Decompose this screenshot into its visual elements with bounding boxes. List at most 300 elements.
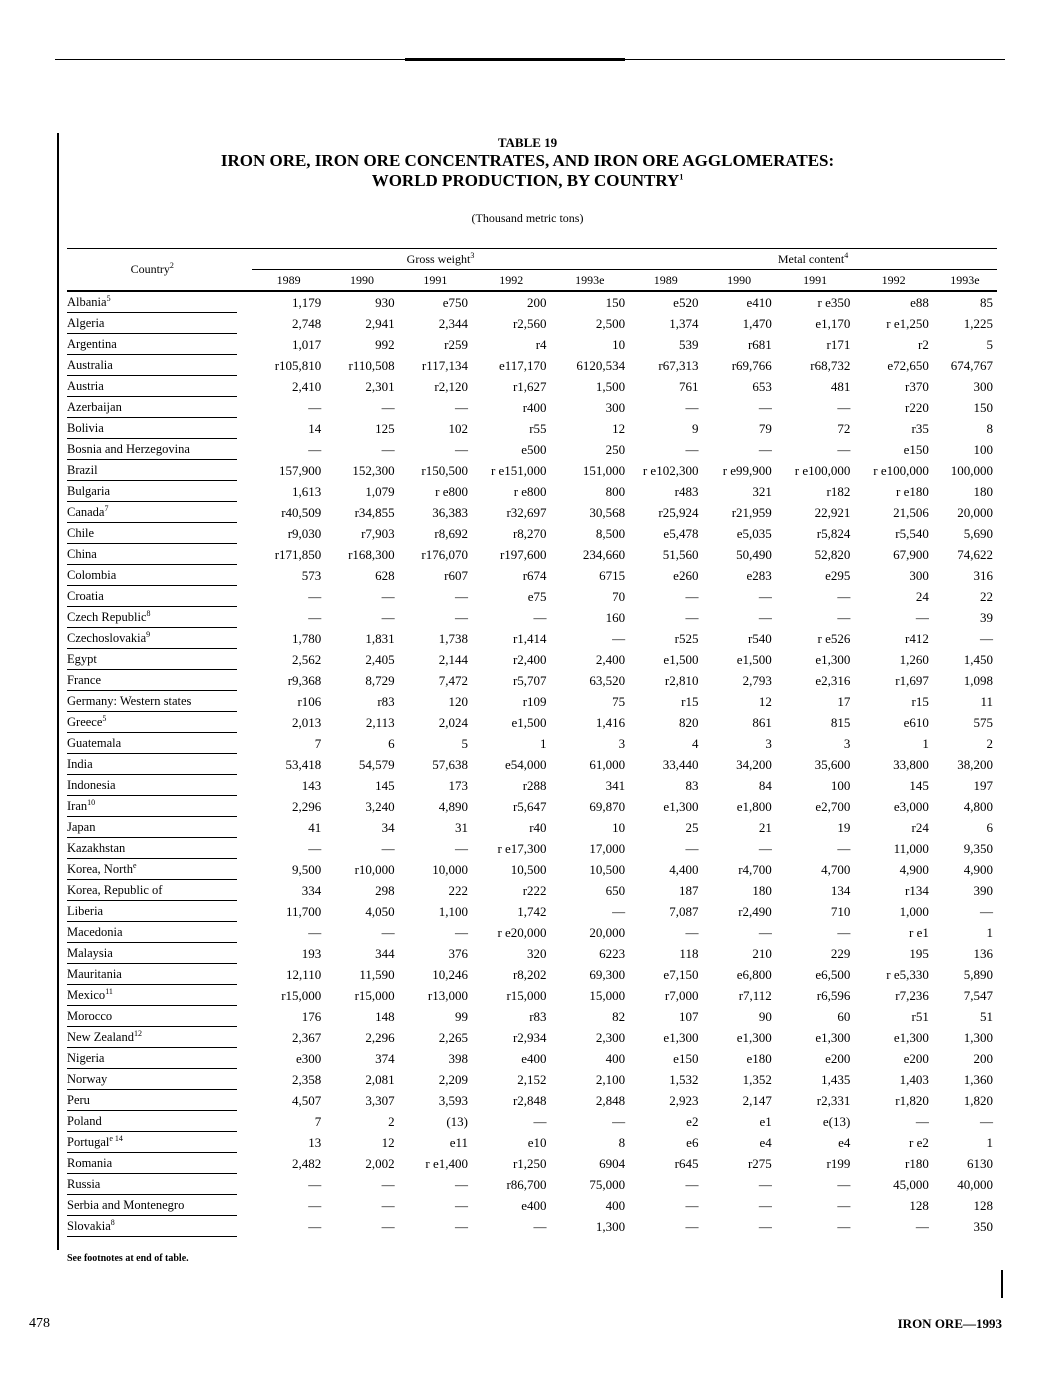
- gross-weight-cell: —: [381, 1176, 395, 1192]
- metal-content-cell: 72: [837, 420, 851, 436]
- country-cell: [67, 817, 237, 838]
- country-name: Mexico: [67, 987, 106, 1002]
- gross-weight-cell: r674: [522, 567, 547, 583]
- gross-weight-cell: —: [381, 441, 395, 457]
- gross-weight-cell: —: [308, 1197, 322, 1213]
- country-footnote: 10: [87, 797, 96, 807]
- country-name: Guatemala: [67, 735, 122, 750]
- row-gap: [237, 880, 251, 901]
- country-name: Norway: [67, 1071, 108, 1086]
- country-name: Bosnia and Herzegovina: [67, 441, 190, 456]
- metal-content-header: [629, 249, 997, 270]
- table-row: [67, 291, 997, 313]
- table-row: [67, 418, 997, 439]
- metal-content-footnote: 4: [844, 250, 849, 260]
- table-row: [67, 838, 997, 859]
- gross-weight-cell: r2,934: [512, 1029, 547, 1045]
- country-name: Korea, Republic of: [67, 882, 163, 897]
- gross-weight-cell: 41: [308, 819, 322, 835]
- gross-weight-cell: 573: [301, 567, 322, 583]
- country-cell: [67, 670, 237, 691]
- gross-weight-cell: 930: [375, 294, 395, 310]
- metal-content-cell: r275: [747, 1155, 772, 1171]
- metal-content-cell: r25,924: [658, 504, 699, 520]
- gross-weight-cell: 2,113: [365, 714, 395, 730]
- metal-content-cell: —: [837, 924, 851, 940]
- country-name: Kazakhstan: [67, 840, 126, 855]
- country-name: Croatia: [67, 588, 104, 603]
- metal-content-cell: e260: [673, 567, 699, 583]
- gross-weight-cell: —: [381, 399, 395, 415]
- row-gap: [237, 943, 251, 964]
- table-row: [67, 901, 997, 922]
- gross-weight-cell: 5: [461, 735, 469, 751]
- metal-content-cell: r199: [826, 1155, 851, 1171]
- gross-weight-cell: 4,050: [365, 903, 395, 919]
- gross-weight-cell: 1,079: [365, 483, 395, 499]
- metal-content-cell: —: [980, 1113, 993, 1129]
- country-cell: [67, 1153, 237, 1174]
- country-cell: [67, 1174, 237, 1195]
- metal-content-cell: —: [685, 1176, 699, 1192]
- gross-weight-cell: —: [308, 609, 322, 625]
- metal-content-cell: —: [837, 609, 851, 625]
- metal-content-cell: 1,360: [963, 1071, 993, 1087]
- metal-content-cell: r645: [674, 1155, 699, 1171]
- country-cell: [67, 985, 237, 1006]
- gross-weight-cell: 1,100: [438, 903, 469, 919]
- metal-content-cell: 4: [691, 735, 699, 751]
- gross-weight-cell: —: [455, 609, 469, 625]
- metal-content-cell: 4,700: [821, 861, 851, 877]
- metal-content-cell: 21: [758, 819, 772, 835]
- metal-content-cell: r e1: [909, 924, 929, 940]
- row-gap: [237, 1216, 251, 1237]
- metal-content-cell: 3: [843, 735, 851, 751]
- gross-weight-cell: —: [308, 840, 322, 856]
- table-row: [67, 775, 997, 796]
- gross-weight-cell: —: [455, 1176, 469, 1192]
- metal-content-cell: 2: [986, 735, 993, 751]
- metal-content-cell: 136: [973, 945, 993, 961]
- gross-weight-cell: —: [308, 1176, 322, 1192]
- gross-weight-cell: 374: [375, 1050, 395, 1066]
- row-gap: [237, 1027, 251, 1048]
- metal-content-cell: r681: [747, 336, 772, 352]
- metal-content-cell: 761: [678, 378, 699, 394]
- gross-weight-cell: r222: [522, 882, 547, 898]
- metal-content-cell: 39: [980, 609, 993, 625]
- row-gap: [237, 1132, 251, 1153]
- gross-weight-cell: r5,707: [512, 672, 547, 688]
- gross-weight-cell: 10,500: [510, 861, 547, 877]
- gross-weight-cell: r13,000: [427, 987, 469, 1003]
- gross-weight-cell: 152,300: [352, 462, 395, 478]
- metal-content-cell: 350: [973, 1218, 993, 1234]
- gross-weight-cell: 75: [612, 693, 626, 709]
- table-row: [67, 544, 997, 565]
- metal-content-cell: r2,810: [664, 672, 699, 688]
- country-footnote: 7: [104, 503, 109, 513]
- metal-content-cell: 19: [837, 819, 851, 835]
- country-footnote: 9: [146, 629, 151, 639]
- country-cell: [67, 607, 237, 628]
- metal-content-cell: 1,470: [742, 315, 772, 331]
- gross-weight-cell: 10: [612, 336, 626, 352]
- metal-content-cell: r e1,250: [886, 315, 929, 331]
- year-header: 1993e: [933, 270, 997, 292]
- metal-content-cell: r e526: [817, 630, 851, 646]
- gross-weight-cell: 2,405: [365, 651, 395, 667]
- gross-weight-cell: 8: [618, 1134, 626, 1150]
- gross-weight-cell: 234,660: [582, 546, 626, 562]
- gross-weight-cell: —: [612, 903, 626, 919]
- row-gap: [237, 628, 251, 649]
- metal-content-cell: 316: [973, 567, 993, 583]
- metal-content-cell: 1,532: [669, 1071, 699, 1087]
- gross-weight-cell: —: [455, 1218, 469, 1234]
- gross-weight-cell: 12: [381, 1134, 395, 1150]
- gross-weight-cell: r259: [444, 336, 469, 352]
- title-line2-text: WORLD PRODUCTION, BY COUNTRY: [371, 171, 680, 190]
- country-cell: [67, 523, 237, 544]
- country-footnote: e: [132, 860, 137, 870]
- metal-content-cell: e4: [759, 1134, 772, 1150]
- gross-weight-cell: 2,002: [365, 1155, 395, 1171]
- metal-content-cell: 2,923: [669, 1092, 699, 1108]
- country-name: Serbia and Montenegro: [67, 1197, 185, 1212]
- metal-content-cell: —: [758, 609, 772, 625]
- metal-content-cell: e1,300: [663, 1029, 699, 1045]
- country-name: Malaysia: [67, 945, 113, 960]
- gross-weight-cell: e400: [521, 1197, 547, 1213]
- row-gap: [237, 901, 251, 922]
- gross-weight-cell: 1,416: [595, 714, 626, 730]
- gross-weight-cell: 7: [314, 735, 322, 751]
- country-cell: [67, 880, 237, 901]
- metal-content-cell: 1,403: [899, 1071, 929, 1087]
- metal-content-cell: e1: [759, 1113, 772, 1129]
- metal-content-cell: e1,500: [736, 651, 772, 667]
- gross-weight-cell: 1: [540, 735, 547, 751]
- row-gap: [237, 754, 251, 775]
- metal-content-cell: 5,690: [963, 525, 993, 541]
- metal-content-cell: e180: [746, 1050, 772, 1066]
- metal-content-cell: 200: [973, 1050, 993, 1066]
- metal-content-cell: 90: [758, 1008, 772, 1024]
- country-cell: [67, 418, 237, 439]
- gross-weight-cell: 3: [618, 735, 626, 751]
- gross-weight-header-text: Gross weight: [406, 251, 471, 266]
- gross-weight-cell: 8,500: [595, 525, 626, 541]
- country-name: Morocco: [67, 1008, 113, 1023]
- country-cell: [67, 922, 237, 943]
- metal-content-cell: 180: [973, 483, 993, 499]
- gross-weight-cell: r e800: [435, 483, 469, 499]
- metal-content-cell: 1,820: [963, 1092, 993, 1108]
- metal-content-cell: 674,767: [950, 357, 993, 373]
- country-name: Poland: [67, 1113, 102, 1128]
- metal-content-cell: —: [758, 1218, 772, 1234]
- metal-content-cell: 40,000: [957, 1176, 993, 1192]
- metal-content-cell: —: [980, 630, 993, 646]
- gross-weight-cell: 4,890: [438, 798, 469, 814]
- row-gap: [237, 859, 251, 880]
- metal-content-cell: e6: [686, 1134, 699, 1150]
- row-gap: [237, 1006, 251, 1027]
- country-footnote: 11: [105, 986, 113, 996]
- metal-content-cell: 83: [685, 777, 699, 793]
- country-footnote: 12: [133, 1028, 142, 1038]
- gross-weight-cell: e400: [521, 1050, 547, 1066]
- gross-weight-cell: 2,296: [292, 798, 322, 814]
- metal-content-cell: r e2: [909, 1134, 929, 1150]
- table-row: [67, 859, 997, 880]
- metal-content-cell: r4,700: [738, 861, 772, 877]
- country-cell: [67, 1195, 237, 1216]
- metal-content-cell: 1,000: [899, 903, 929, 919]
- country-name: France: [67, 672, 102, 687]
- gross-weight-cell: —: [455, 924, 469, 940]
- gross-weight-cell: 2,265: [438, 1029, 469, 1045]
- table-row: [67, 922, 997, 943]
- country-cell: [67, 859, 237, 880]
- metal-content-cell: —: [758, 588, 772, 604]
- gross-weight-cell: 222: [448, 882, 469, 898]
- gross-weight-cell: r e17,300: [497, 840, 547, 856]
- metal-content-cell: e2: [686, 1113, 699, 1129]
- metal-content-cell: —: [837, 399, 851, 415]
- gross-weight-cell: 2,024: [438, 714, 469, 730]
- country-cell: [67, 439, 237, 460]
- gross-weight-cell: 992: [375, 336, 395, 352]
- metal-content-cell: r2,490: [738, 903, 772, 919]
- metal-content-cell: 4,400: [669, 861, 699, 877]
- metal-content-cell: r180: [905, 1155, 929, 1171]
- metal-content-cell: 187: [678, 882, 699, 898]
- country-name: Austria: [67, 378, 104, 393]
- row-gap: [237, 1195, 251, 1216]
- gross-weight-cell: —: [308, 588, 322, 604]
- country-cell: [67, 775, 237, 796]
- table-row: [67, 1048, 997, 1069]
- gross-weight-cell: —: [381, 840, 395, 856]
- gross-weight-cell: 2,941: [365, 315, 395, 331]
- metal-content-cell: —: [685, 609, 699, 625]
- gross-weight-cell: r10,000: [354, 861, 395, 877]
- production-table: [67, 248, 997, 1237]
- table-row: [67, 1069, 997, 1090]
- gross-weight-cell: r7,903: [361, 525, 395, 541]
- gross-weight-cell: —: [455, 840, 469, 856]
- gross-weight-cell: r288: [522, 777, 547, 793]
- table-title: [0, 151, 1055, 191]
- gross-weight-cell: r e151,000: [490, 462, 547, 478]
- metal-content-cell: 3: [765, 735, 772, 751]
- country-name: Algeria: [67, 315, 105, 330]
- country-name: Iran: [67, 798, 88, 813]
- metal-content-cell: r e99,900: [722, 462, 772, 478]
- row-gap: [237, 922, 251, 943]
- metal-content-cell: r e350: [817, 294, 851, 310]
- metal-content-cell: 35,600: [814, 756, 851, 772]
- country-name: Brazil: [67, 462, 98, 477]
- gross-weight-cell: r607: [444, 567, 469, 583]
- gross-weight-cell: 2,848: [595, 1092, 626, 1108]
- metal-content-cell: 6: [986, 819, 993, 835]
- metal-content-cell: e72,650: [887, 357, 929, 373]
- row-gap: [237, 817, 251, 838]
- table-row: [67, 1027, 997, 1048]
- metal-content-cell: e150: [903, 441, 929, 457]
- table-row: [67, 376, 997, 397]
- metal-content-cell: —: [837, 1218, 851, 1234]
- row-gap: [237, 460, 251, 481]
- table-row: [67, 649, 997, 670]
- country-name: Albania: [67, 294, 107, 309]
- metal-content-cell: e5,035: [736, 525, 772, 541]
- row-gap: [237, 418, 251, 439]
- year-header: 1990: [702, 270, 775, 292]
- gross-weight-cell: 173: [448, 777, 469, 793]
- gross-weight-cell: —: [455, 399, 469, 415]
- year-header: 1990: [325, 270, 398, 292]
- metal-content-cell: r68,732: [810, 357, 851, 373]
- metal-content-cell: 210: [752, 945, 772, 961]
- metal-content-cell: r483: [674, 483, 699, 499]
- table-row: [67, 1132, 997, 1153]
- country-cell: [67, 586, 237, 607]
- row-gap: [237, 1090, 251, 1111]
- gross-weight-cell: —: [533, 1113, 547, 1129]
- country-name: Bolivia: [67, 420, 104, 435]
- gross-weight-cell: 650: [605, 882, 626, 898]
- country-name: Russia: [67, 1176, 101, 1191]
- metal-content-cell: e1,300: [893, 1029, 929, 1045]
- gross-weight-cell: 6223: [599, 945, 626, 961]
- country-cell: [67, 691, 237, 712]
- country-name: Argentina: [67, 336, 117, 351]
- metal-content-cell: 17: [837, 693, 851, 709]
- country-name: Peru: [67, 1092, 90, 1107]
- gross-weight-cell: —: [381, 924, 395, 940]
- table-body: [67, 291, 997, 1237]
- row-gap: [237, 502, 251, 523]
- metal-content-cell: r21,959: [731, 504, 772, 520]
- country-cell: [67, 460, 237, 481]
- metal-content-cell: r182: [826, 483, 851, 499]
- country-cell: [67, 481, 237, 502]
- metal-content-cell: r24: [911, 819, 929, 835]
- row-gap: [237, 439, 251, 460]
- metal-content-cell: 1: [922, 735, 929, 751]
- metal-content-cell: e200: [903, 1050, 929, 1066]
- row-gap: [237, 313, 251, 334]
- gross-weight-cell: 53,418: [285, 756, 322, 772]
- country-cell: [67, 733, 237, 754]
- metal-content-cell: 1,300: [963, 1029, 993, 1045]
- row-gap: [237, 649, 251, 670]
- metal-content-cell: e4: [838, 1134, 851, 1150]
- gross-weight-cell: 99: [455, 1008, 469, 1024]
- gross-weight-cell: 1,017: [292, 336, 322, 352]
- gross-weight-cell: e54,000: [505, 756, 547, 772]
- row-gap: [237, 544, 251, 565]
- gross-weight-cell: 2,296: [365, 1029, 395, 1045]
- metal-content-cell: 134: [830, 882, 851, 898]
- country-name: Japan: [67, 819, 96, 834]
- row-gap: [237, 1111, 251, 1132]
- gross-weight-cell: r4: [535, 336, 547, 352]
- metal-content-cell: —: [685, 1197, 699, 1213]
- country-name: Slovakia: [67, 1218, 111, 1233]
- metal-content-cell: 390: [973, 882, 993, 898]
- table-row: [67, 1153, 997, 1174]
- table-row: [67, 397, 997, 418]
- country-name: Germany: Western states: [67, 693, 192, 708]
- metal-content-cell: —: [685, 588, 699, 604]
- country-name: India: [67, 756, 93, 771]
- gross-weight-cell: r168,300: [348, 546, 395, 562]
- metal-content-cell: e2,316: [815, 672, 851, 688]
- metal-content-cell: e1,800: [736, 798, 772, 814]
- gross-weight-cell: 2,144: [438, 651, 469, 667]
- metal-content-cell: —: [758, 840, 772, 856]
- country-header-text: Country: [130, 262, 170, 276]
- gross-weight-cell: 334: [301, 882, 322, 898]
- metal-content-cell: e610: [903, 714, 929, 730]
- metal-content-cell: e2,700: [815, 798, 851, 814]
- country-column-header: [67, 249, 237, 292]
- metal-content-cell: 24: [915, 588, 929, 604]
- gross-weight-cell: 82: [612, 1008, 626, 1024]
- gross-weight-cell: 12,110: [286, 966, 322, 982]
- metal-content-cell: 60: [837, 1008, 851, 1024]
- metal-content-cell: r69,766: [731, 357, 772, 373]
- metal-content-cell: —: [685, 840, 699, 856]
- country-cell: [67, 1027, 237, 1048]
- metal-content-cell: 7,087: [669, 903, 699, 919]
- gross-weight-cell: 2,748: [292, 315, 322, 331]
- year-header: 1992: [472, 270, 551, 292]
- gross-weight-cell: r110,508: [348, 357, 395, 373]
- gross-weight-cell: 7,472: [438, 672, 469, 688]
- table-title-line1: IRON ORE, IRON ORE CONCENTRATES, AND IRON ORE AGGLOMERATES:: [220, 151, 835, 170]
- gross-weight-cell: 2,081: [365, 1071, 395, 1087]
- gross-weight-cell: r197,600: [499, 546, 547, 562]
- gross-weight-cell: 31: [455, 819, 469, 835]
- metal-content-cell: 4,800: [963, 798, 993, 814]
- gross-weight-cell: 3,307: [365, 1092, 395, 1108]
- row-gap: [237, 1069, 251, 1090]
- gross-weight-cell: (13): [446, 1113, 469, 1129]
- gross-weight-cell: —: [533, 1218, 547, 1234]
- row-gap: [237, 1174, 251, 1195]
- gross-weight-cell: r86,700: [506, 1176, 547, 1192]
- country-name: China: [67, 546, 97, 561]
- metal-content-cell: 128: [909, 1197, 929, 1213]
- gross-weight-cell: r176,070: [421, 546, 469, 562]
- metal-content-cell: 321: [752, 483, 772, 499]
- table-row: [67, 691, 997, 712]
- gross-weight-cell: r34,855: [354, 504, 395, 520]
- country-cell: [67, 943, 237, 964]
- gross-weight-cell: r8,692: [434, 525, 469, 541]
- right-margin-bar: [1001, 1270, 1003, 1298]
- country-name: Korea, North: [67, 861, 133, 876]
- metal-content-cell: r7,236: [895, 987, 929, 1003]
- row-gap: [237, 964, 251, 985]
